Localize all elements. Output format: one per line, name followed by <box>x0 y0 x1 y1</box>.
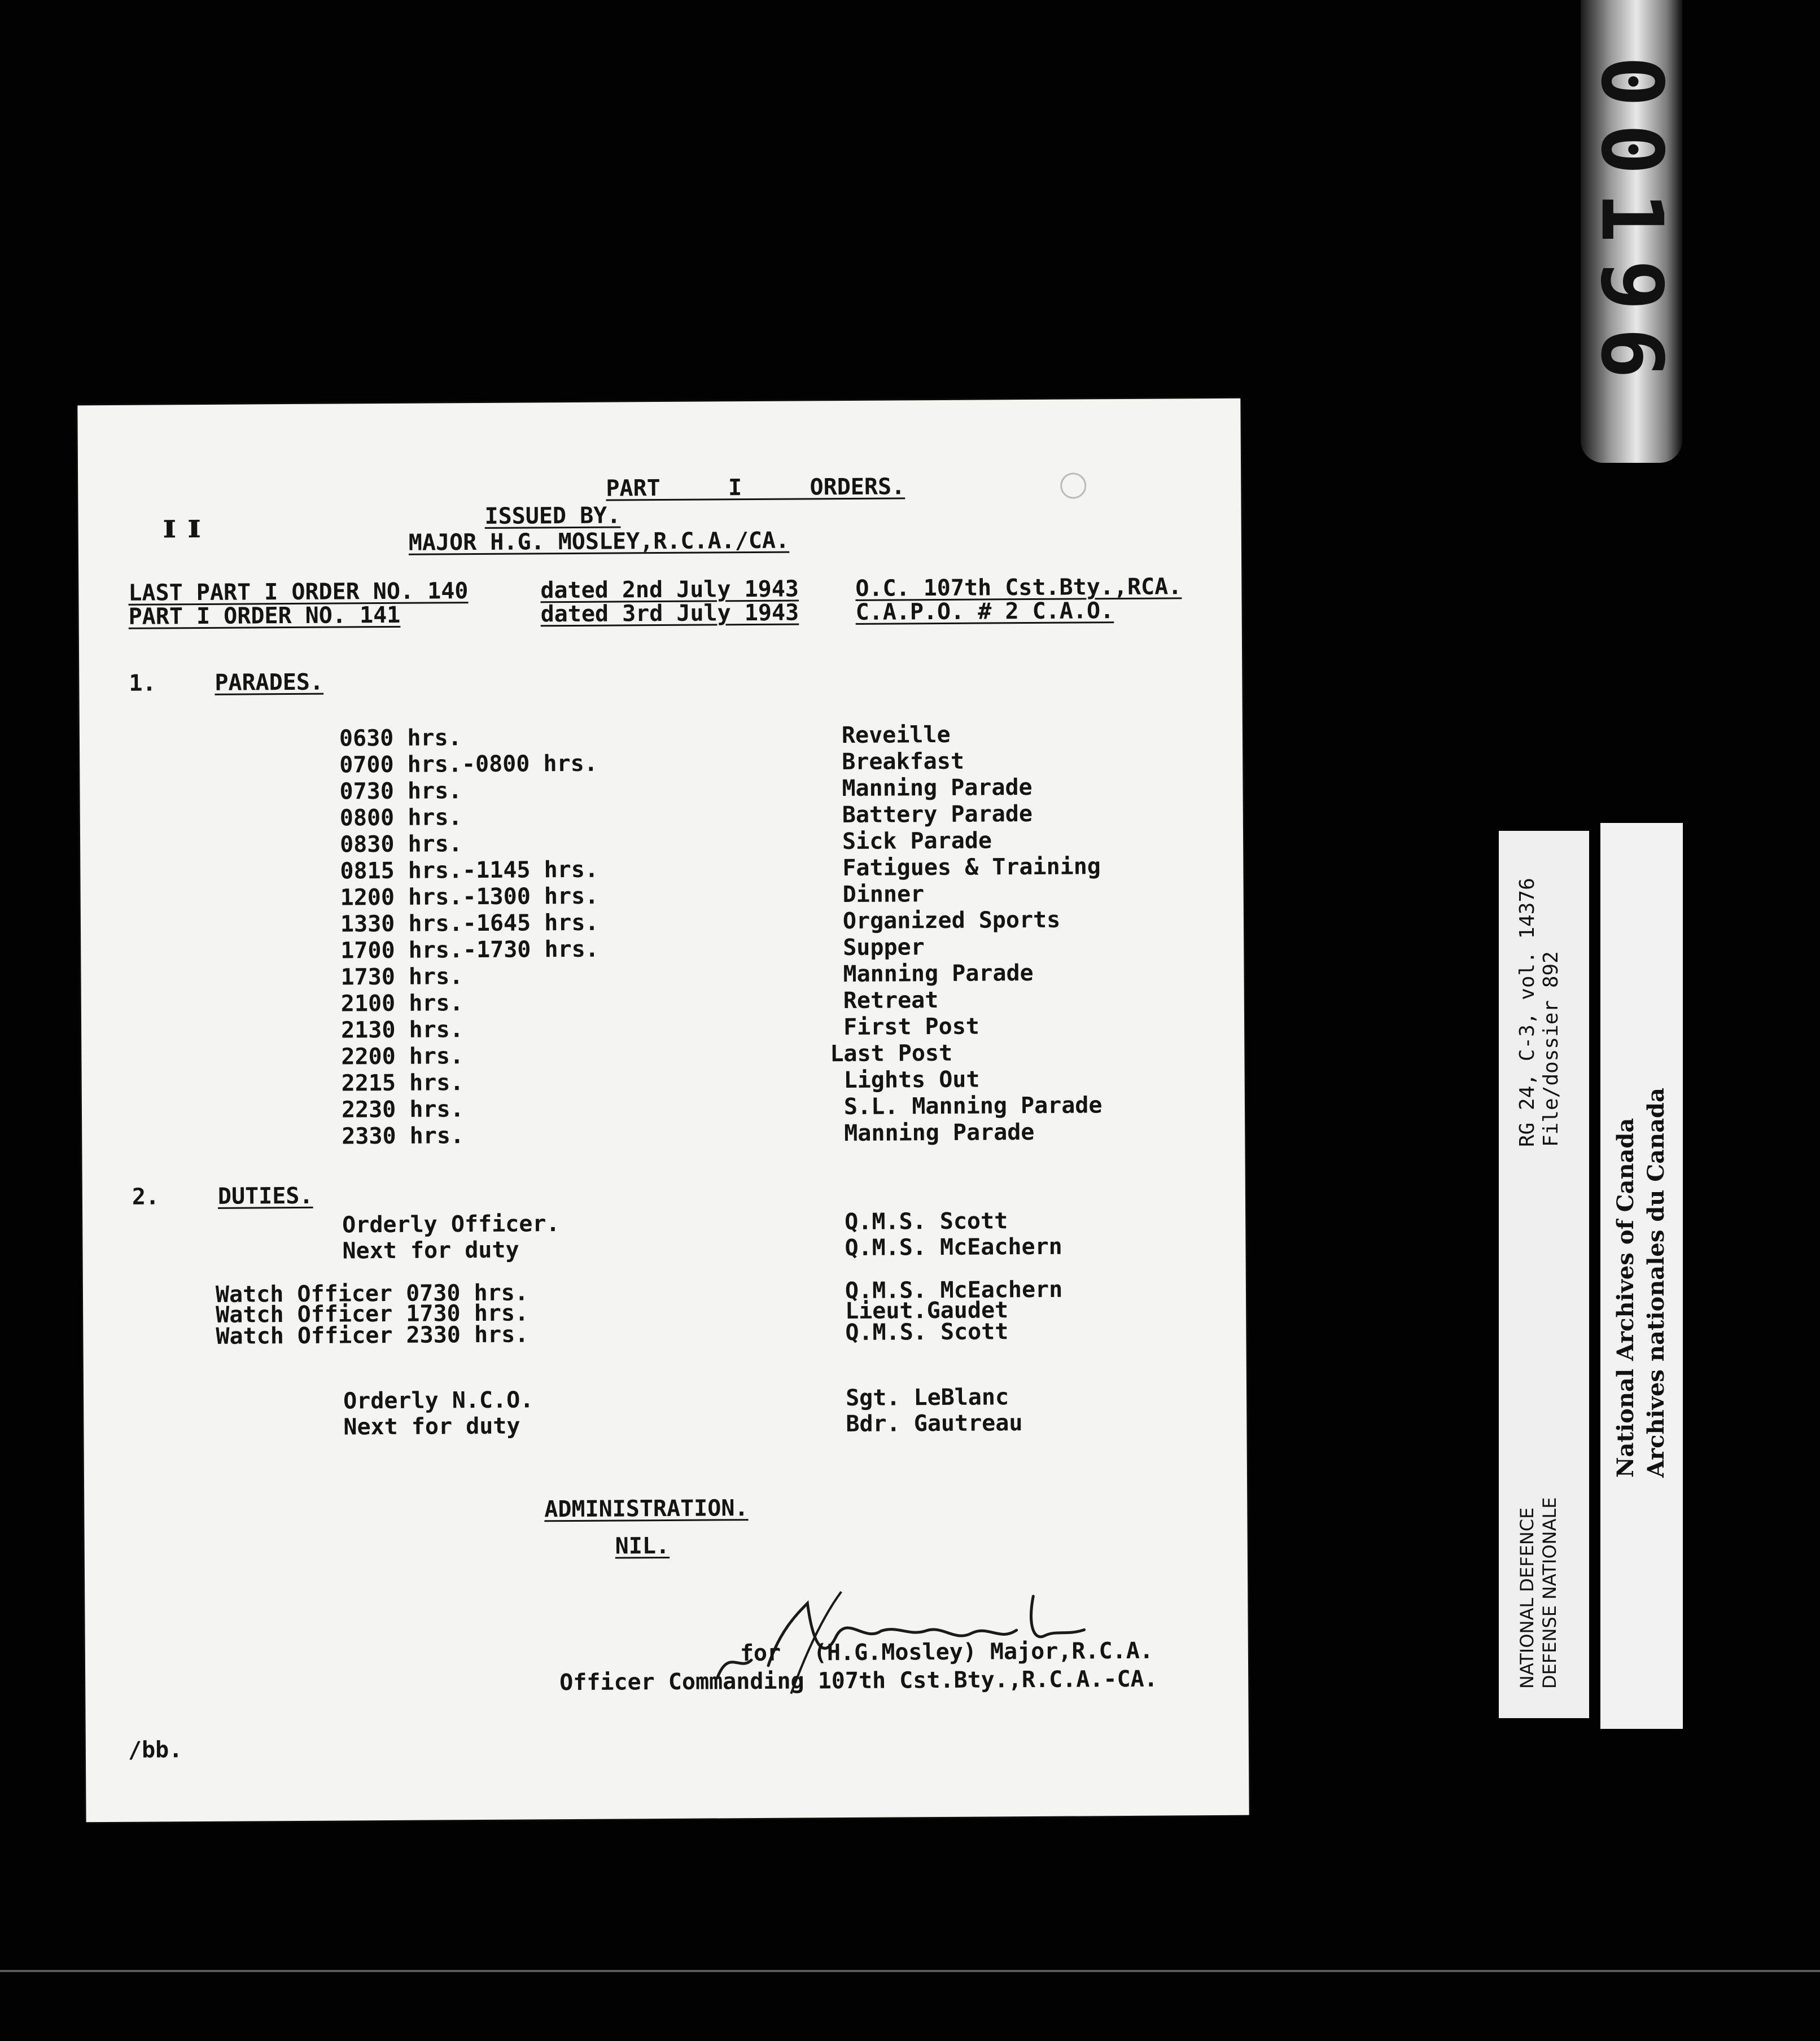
duty-name: Bdr. Gautreau <box>846 1410 1023 1438</box>
signature-name-line: (H.G.Mosley) Major,R.C.A. <box>813 1637 1154 1666</box>
section-heading-parades: PARADES. <box>215 669 324 696</box>
signature-title: Officer Commanding 107th Cst.Bty.,R.C.A.-CA. <box>559 1666 1158 1696</box>
parade-time: 1330 hrs.-1645 hrs. <box>340 909 599 938</box>
archive-reference-line1: RG 24, C-3, vol. 14376 <box>1516 878 1539 1147</box>
document-page <box>77 398 1249 1823</box>
archive-department-line1: NATIONAL DEFENCE <box>1516 1507 1538 1689</box>
parade-event: Fatigues & Training <box>842 853 1101 882</box>
typist-initials: /bb. <box>128 1737 183 1763</box>
parade-time: 2230 hrs. <box>341 1096 464 1123</box>
this-order-date: dated 3rd July 1943 <box>540 599 799 628</box>
parade-time: 1200 hrs.-1300 hrs. <box>340 883 599 911</box>
parade-event: Manning Parade <box>843 960 1034 988</box>
parade-event: Organized Sports <box>842 906 1061 935</box>
duty-role: Next for duty <box>342 1237 519 1264</box>
watch-role: Watch Officer 0730 hrs. <box>215 1280 529 1308</box>
parade-time: 0800 hrs. <box>339 804 462 831</box>
last-order-number: LAST PART I ORDER NO. 140 <box>128 578 469 606</box>
section-number-duties: 2. <box>132 1184 160 1210</box>
duty-name: Q.M.S. McEachern <box>845 1233 1062 1262</box>
parade-time: 2200 hrs. <box>341 1043 464 1070</box>
issuer-name: MAJOR H.G. MOSLEY,R.C.A./CA. <box>408 527 790 556</box>
parade-event: Supper <box>843 934 925 961</box>
parade-time: 2130 hrs. <box>340 1017 464 1044</box>
national-archives-label <box>1600 823 1683 1729</box>
parade-time: 0630 hrs. <box>339 725 462 752</box>
parade-event: Last Post <box>830 1040 953 1067</box>
parade-event: First Post <box>843 1013 980 1041</box>
last-order-date: dated 2nd July 1943 <box>540 576 799 604</box>
archive-reference-label <box>1499 831 1589 1718</box>
frame-number: 00196 <box>1582 56 1681 396</box>
administration-body: NIL. <box>615 1532 670 1560</box>
parade-event: Lights Out <box>843 1066 980 1094</box>
issued-by-label: ISSUED BY. <box>484 502 621 529</box>
administration-heading: ADMINISTRATION. <box>544 1495 749 1523</box>
duty-role: Next for duty <box>343 1413 520 1440</box>
watch-name: Q.M.S. Scott <box>845 1319 1009 1346</box>
unit-line-1: O.C. 107th Cst.Bty.,RCA. <box>855 573 1182 602</box>
parade-event: S.L. Manning Parade <box>843 1092 1102 1120</box>
duty-name: Sgt. LeBlanc <box>845 1384 1009 1412</box>
parade-time: 2215 hrs. <box>341 1070 464 1097</box>
watch-role: Watch Officer 2330 hrs. <box>216 1321 529 1350</box>
section-number-parades: 1. <box>129 670 156 697</box>
parade-time: 0700 hrs.-0800 hrs. <box>339 750 598 778</box>
parade-time: 2330 hrs. <box>342 1123 465 1150</box>
parade-event: Manning Parade <box>842 774 1032 802</box>
parade-time: 2100 hrs. <box>340 990 463 1017</box>
duty-role: Orderly N.C.O. <box>343 1387 534 1414</box>
parade-event: Breakfast <box>842 748 965 776</box>
document-title: PART I ORDERS. <box>606 474 905 502</box>
signature-for: for <box>740 1640 781 1667</box>
parade-time: 1700 hrs.-1730 hrs. <box>340 936 599 964</box>
archive-department-line2: DEFENSE NATIONALE <box>1539 1497 1560 1689</box>
watch-role: Watch Officer 1730 hrs. <box>216 1300 529 1328</box>
unit-line-2: C.A.P.O. # 2 C.A.O. <box>855 598 1114 625</box>
parade-event: Battery Parade <box>842 800 1033 829</box>
duty-role: Orderly Officer. <box>342 1211 560 1238</box>
watch-name: Q.M.S. McEachern <box>845 1276 1063 1304</box>
parade-event: Manning Parade <box>844 1119 1035 1147</box>
parade-event: Reveille <box>841 721 951 749</box>
parade-time: 0730 hrs. <box>339 778 462 805</box>
watch-name: Lieut.Gaudet <box>845 1297 1009 1325</box>
microfilm-frame-number-tab <box>1581 0 1682 463</box>
parade-time: 1730 hrs. <box>340 963 463 991</box>
this-order-number: PART I ORDER NO. 141 <box>128 602 401 630</box>
archives-name-french: Archives nationales du Canada <box>1643 1088 1669 1478</box>
parade-time: 0830 hrs. <box>339 831 463 858</box>
section-heading-duties: DUTIES. <box>217 1182 313 1210</box>
archives-name-english: National Archives of Canada <box>1612 1118 1639 1478</box>
parade-time: 0815 hrs.-1145 hrs. <box>340 856 599 884</box>
film-edge-line <box>0 1970 1820 1972</box>
archive-reference-line2: File/dossier 892 <box>1539 951 1563 1147</box>
parade-event: Sick Parade <box>842 827 992 855</box>
handwritten-mark: ɪ ɪ <box>163 506 201 546</box>
duty-name: Q.M.S. Scott <box>845 1208 1008 1236</box>
parade-event: Retreat <box>843 987 939 1014</box>
parade-event: Dinner <box>842 881 925 908</box>
